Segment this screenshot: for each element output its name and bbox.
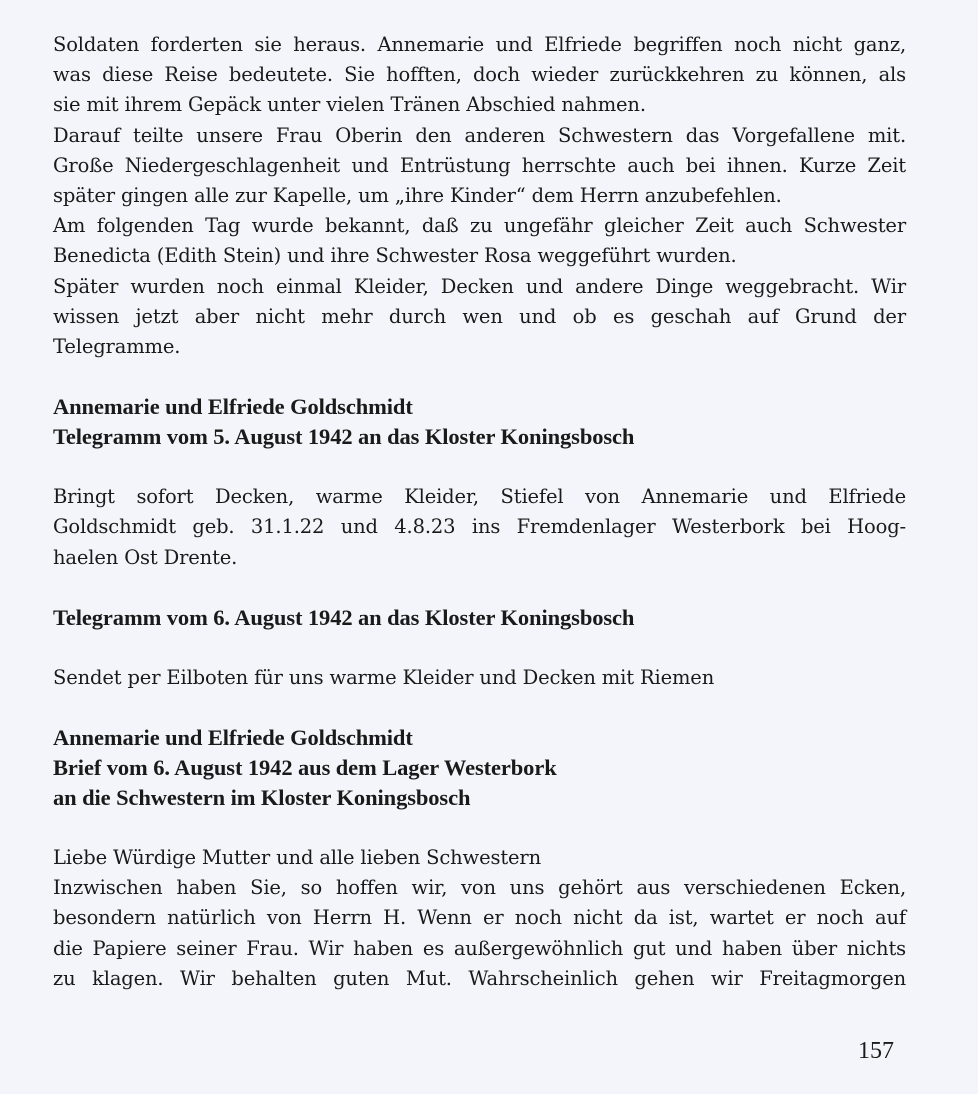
- text-line: Inzwischen haben Sie, so hoffen wir, von uns gehört aus verschiedenen Ecken,: [53, 876, 906, 900]
- text-line: die Papiere seiner Frau. Wir haben es außergewöhnlich gut und haben über nichts: [53, 936, 906, 960]
- section-heading-letter-6-august: [53, 723, 906, 813]
- text-line: Soldaten forderten sie heraus. Annemarie und Elfriede begriffen noch nicht ganz,: [53, 33, 906, 56]
- heading-line: Annemarie und Elfriede Goldschmidt: [53, 725, 413, 751]
- text-line: Sendet per Eilboten für uns warme Kleider und Decken mit Riemen: [53, 665, 715, 689]
- heading-line: Brief vom 6. August 1942 aus dem Lager Westerbork: [53, 755, 557, 781]
- letter-text: [53, 843, 906, 994]
- spacer: [53, 452, 906, 482]
- spacer: [53, 362, 906, 392]
- telegram-5-august-text: [53, 482, 906, 573]
- spacer: [53, 573, 906, 603]
- heading-line: Annemarie und Elfriede Goldschmidt: [53, 394, 413, 420]
- intro-paragraph: [53, 30, 906, 362]
- text-line: Telegramme.: [53, 335, 181, 359]
- text-line: Bringt sofort Decken, warme Kleider, Stiefel von Annemarie und Elfriede: [53, 485, 906, 509]
- text-line: später gingen alle zur Kapelle, um „ihre Kinder“ dem Herrn anzubefehlen.: [53, 184, 782, 208]
- heading-line: Telegramm vom 6. August 1942 an das Kloster Koningsbosch: [53, 604, 635, 630]
- page-number: 157: [858, 1038, 894, 1064]
- book-page: [53, 30, 906, 994]
- text-line: Benedicta (Edith Stein) und ihre Schwester Rosa weggeführt wurden.: [53, 244, 737, 268]
- text-line: Am folgenden Tag wurde bekannt, daß zu ungefähr gleicher Zeit auch Schwester: [53, 214, 906, 238]
- text-line: Goldschmidt geb. 31.1.22 und 4.8.23 ins Fremdenlager Westerbork bei Hoog-: [53, 515, 906, 539]
- text-line: Darauf teilte unsere Frau Oberin den anderen Schwestern das Vorgefallene mit.: [53, 123, 906, 147]
- spacer: [53, 813, 906, 843]
- text-line: Große Niedergeschlagenheit und Entrüstung herrschte auch bei ihnen. Kurze Zeit: [53, 153, 906, 177]
- section-heading-telegram-5-august: [53, 392, 906, 452]
- section-heading-telegram-6-august: [53, 603, 906, 633]
- heading-line: an die Schwestern im Kloster Koningsbosch: [53, 785, 471, 811]
- spacer: [53, 633, 906, 663]
- text-line: wissen jetzt aber nicht mehr durch wen und ob es geschah auf Grund der: [53, 304, 906, 328]
- telegram-6-august-text: [53, 663, 906, 693]
- text-line: zu klagen. Wir behalten guten Mut. Wahrscheinlich gehen wir Freitagmorgen: [53, 966, 906, 990]
- text-line: haelen Ost Drente.: [53, 545, 238, 569]
- heading-line: Telegramm vom 5. August 1942 an das Kloster Koningsbosch: [53, 424, 635, 450]
- text-line: sie mit ihrem Gepäck unter vielen Tränen Abschied nahmen.: [53, 93, 646, 117]
- text-line: Liebe Würdige Mutter und alle lieben Schwestern: [53, 846, 541, 870]
- spacer: [53, 693, 906, 723]
- text-line: Später wurden noch einmal Kleider, Decken und andere Dinge weggebracht. Wir: [53, 274, 906, 298]
- text-line: was diese Reise bedeutete. Sie hofften, doch wieder zurückkehren zu können, als: [53, 63, 906, 87]
- text-line: besondern natürlich von Herrn H. Wenn er noch nicht da ist, wartet er noch auf: [53, 906, 906, 930]
